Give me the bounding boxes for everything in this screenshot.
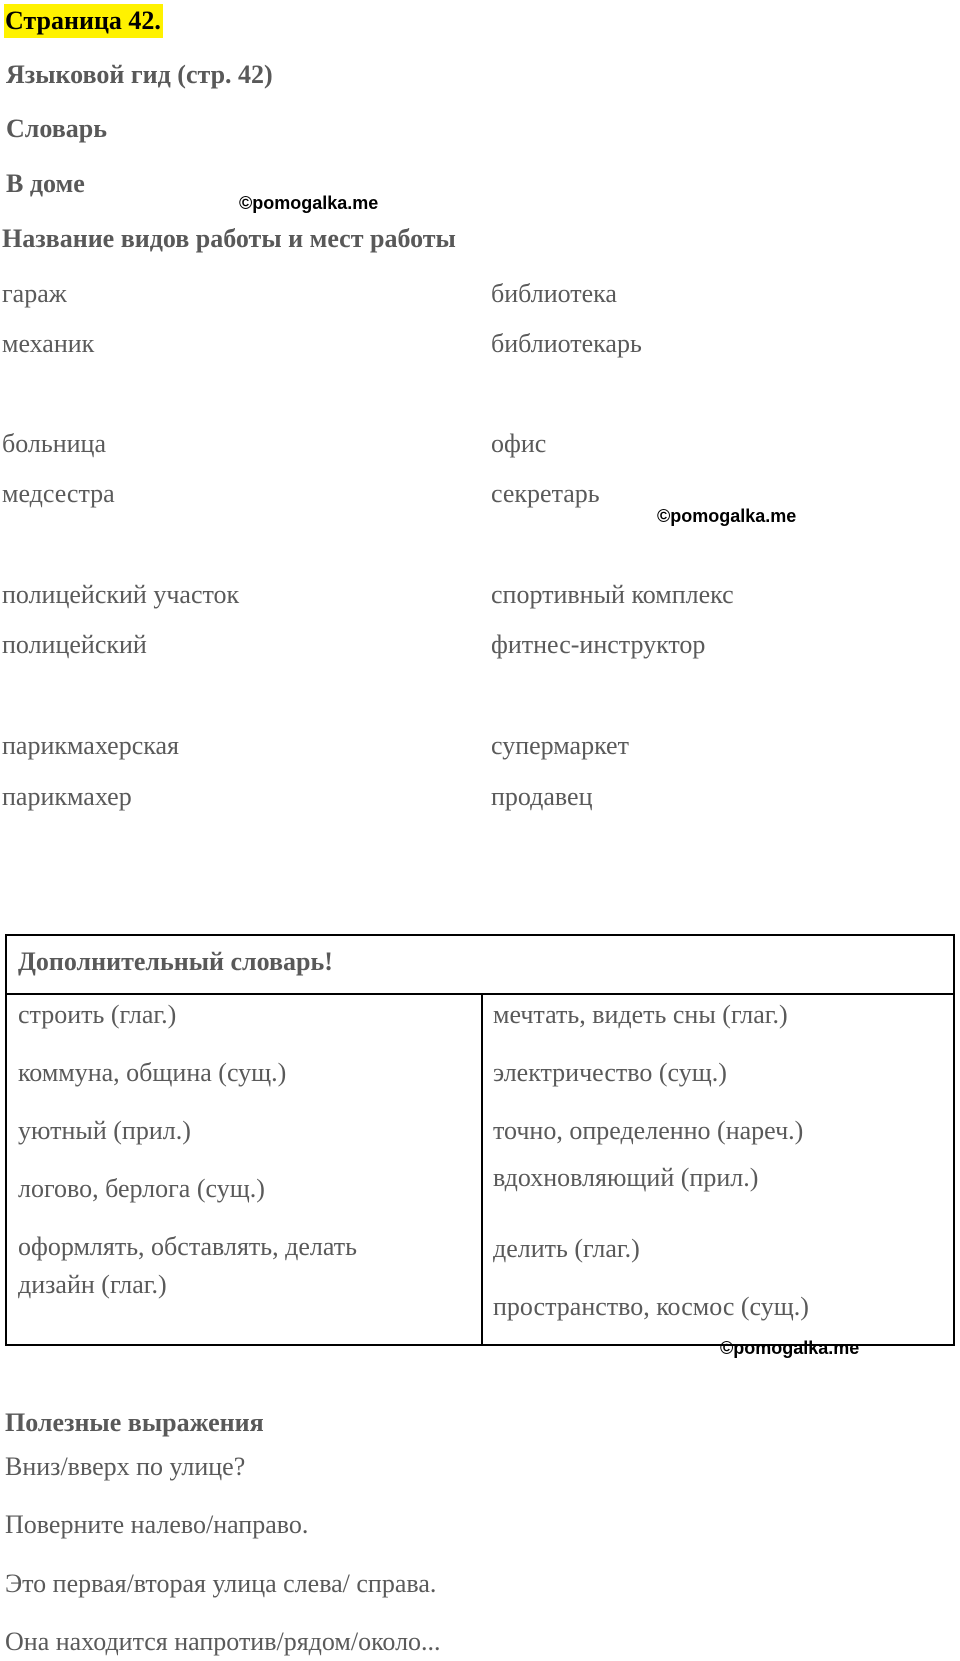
vocab-item: оформлять, обставлять, делать xyxy=(18,1232,357,1261)
vocab-item: пространство, космос (сущ.) xyxy=(493,1292,809,1321)
job-name: продавец xyxy=(491,782,593,811)
table-divider xyxy=(481,994,483,1344)
job-name: парикмахер xyxy=(2,782,132,811)
job-name: полицейский xyxy=(2,630,147,659)
job-place: гараж xyxy=(2,279,67,308)
extra-vocab-table xyxy=(5,934,955,1346)
vocab-item: делить (глаг.) xyxy=(493,1234,640,1263)
vocab-item: уютный (прил.) xyxy=(18,1116,191,1145)
job-place: парикмахерская xyxy=(2,731,179,760)
watermark: ©pomogalka.me xyxy=(720,1338,860,1358)
watermark: ©pomogalka.me xyxy=(657,506,797,526)
job-place: офис xyxy=(491,429,547,458)
page-title: Страница 42. xyxy=(4,4,163,38)
job-name: медсестра xyxy=(2,479,115,508)
phrase-item: Это первая/вторая улица слева/ справа. xyxy=(5,1569,437,1598)
topic-heading: В доме xyxy=(6,169,85,198)
vocab-item: строить (глаг.) xyxy=(18,1000,177,1029)
section-title: Языковой гид (стр. 42) xyxy=(6,60,273,89)
job-place: спортивный комплекс xyxy=(491,580,734,609)
phrases-heading: Полезные выражения xyxy=(5,1408,264,1437)
table-divider xyxy=(7,993,953,995)
dictionary-heading: Словарь xyxy=(6,114,107,143)
job-name: механик xyxy=(2,329,95,358)
vocab-item: вдохновляющий (прил.) xyxy=(493,1163,759,1192)
vocab-item: дизайн (глаг.) xyxy=(18,1270,167,1299)
job-place: супермаркет xyxy=(491,731,629,760)
vocab-item: коммуна, община (сущ.) xyxy=(18,1058,287,1087)
job-place: больница xyxy=(2,429,106,458)
job-place: библиотека xyxy=(491,279,617,308)
job-name: библиотекарь xyxy=(491,329,642,358)
job-name: секретарь xyxy=(491,479,600,508)
phrase-item: Она находится напротив/рядом/около... xyxy=(5,1627,441,1656)
vocab-item: точно, определенно (нареч.) xyxy=(493,1116,804,1145)
job-place: полицейский участок xyxy=(2,580,240,609)
phrase-item: Вниз/вверх по улице? xyxy=(5,1452,246,1481)
watermark: ©pomogalka.me xyxy=(239,193,379,213)
job-name: фитнес-инструктор xyxy=(491,630,706,659)
vocab-item: логово, берлога (сущ.) xyxy=(18,1174,265,1203)
jobs-heading: Название видов работы и мест работы xyxy=(2,224,456,253)
vocab-item: электричество (сущ.) xyxy=(493,1058,727,1087)
phrase-item: Поверните налево/направо. xyxy=(5,1510,309,1539)
extra-vocab-title: Дополнительный словарь! xyxy=(18,947,333,976)
vocab-item: мечтать, видеть сны (глаг.) xyxy=(493,1000,788,1029)
